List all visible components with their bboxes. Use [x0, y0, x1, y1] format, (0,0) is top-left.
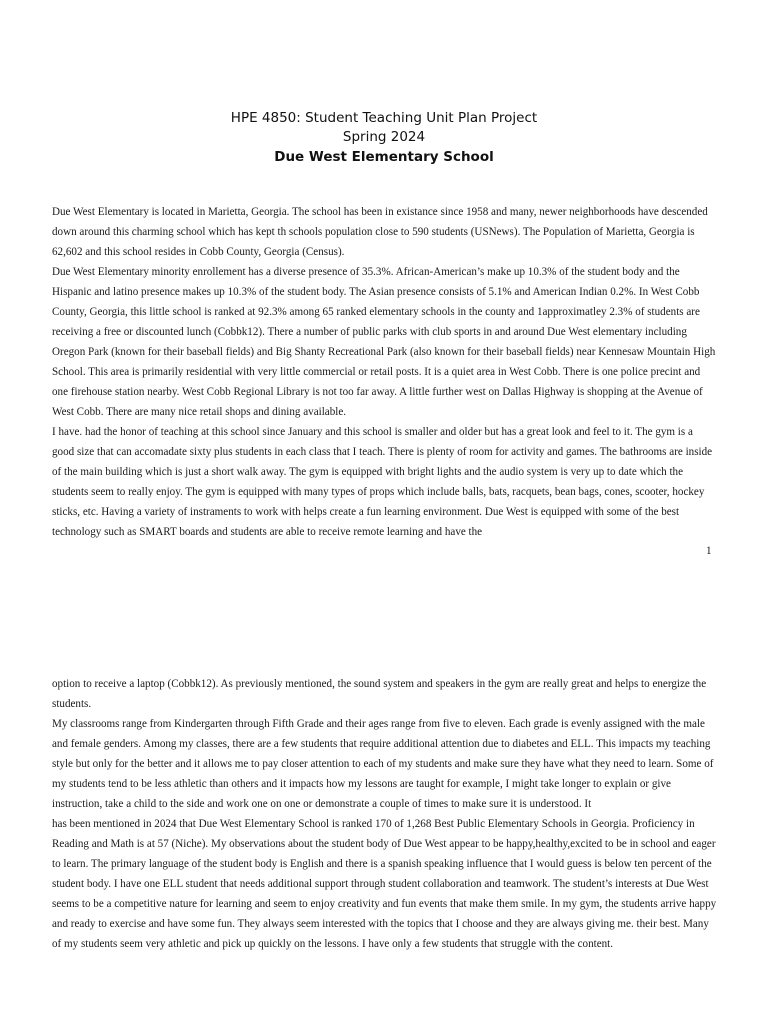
paragraph-technology: option to receive a laptop (Cobbk12). As previously mentioned, the sound system and speakers in the gym are really great and helps to energize the students.	[52, 678, 707, 710]
course-title: HPE 4850: Student Teaching Unit Plan Project	[230, 110, 538, 126]
paragraph-demographics: Due West Elementary minority enrollement has a diverse presence of 35.3%. African-American’s make up 10.3% of the student body and the Hispanic and latino presence makes up 10.3% of the student body. The Asian presence consists of 5.1% and American Indian 0.2%. In West Cobb County, Georgia, this little school is ranked at 92.3% among 65 ranked elementary schools in the county and 1approximatley 2.3% of students are receiving a free or discounted lunch (Cobbk12). There a number of public parks with club sports in and around Due West elementary including Oregon Park (known for their baseball fields) and Big Shanty Recreational Park (also known for their baseball fields) near Kennesaw Mountain High School. This area is primarily residential with very little commercial or retail posts. It is a quiet area in West Cobb. There is one police precint and one firehouse station nearby. West Cobb Regional Library is not too far away. A little further west on Dallas Highway is shopping at the Avenue of West Cobb. There are many nice retail shops and dining available.	[52, 266, 716, 418]
page-number: 1	[706, 545, 712, 557]
page-2-body	[52, 674, 717, 954]
paragraph-student-body: has been mentioned in 2024 that Due West Elementary School is ranked 170 of 1,268 Best Public Elementary Schools in Georgia. Proficiency in Reading and Math is at 57 (Niche). My observations about the student body of Due West appear to be happy,healthy,excited to be in school and eager to learn. The primary language of the student body is English and there is a spanish speaking influence that I would guess is below ten percent of the student body. I have one ELL student that needs additional support through student collaboration and teamwork. The student’s interests at Due West seems to be a competitive nature for learning and seem to enjoy creativity and fun events that make them smile. In my gym, the students arrive happy and ready to exercise and have some fun. They always seem interested with the topics that I choose and they are always giving me. their best. Many of my students seem very athletic and pick up quickly on the lessons. I have only a few students that struggle with the content.	[52, 818, 717, 950]
page-1-body	[52, 202, 717, 542]
paragraph-facilities: I have. had the honor of teaching at this school since January and this school is smaller and older but has a great look and feel to it. The gym is a good size that can accomadate sixty plus students in each class that I teach. There is plenty of room for activity and games. The bathrooms are inside of the main building which is just a short walk away. The gym is equipped with bright lights and the audio system is very up to date which the students seem to really enjoy. The gym is equipped with many types of props which include balls, bats, racquets, bean bags, cones, scooter, hockey sticks, etc. Having a variety of instraments to work with helps create a fun learning environment. Due West is equipped with some of the best technology such as SMART boards and students are able to receive remote learning and have the	[52, 426, 713, 538]
paragraph-location: Due West Elementary is located in Marietta, Georgia. The school has been in existance since 1958 and many, newer neighborhoods have descended down around this charming school which has kept th schools population close to 590 students (USNews). The Population of Marietta, Georgia is 62,602 and this school resides in Cobb County, Georgia (Census).	[52, 206, 708, 258]
term-title: Spring 2024	[342, 129, 426, 145]
paragraph-classrooms: My classrooms range from Kindergarten through Fifth Grade and their ages range from five to eleven. Each grade is evenly assigned with the male and female genders. Among my classes, there are a few students that require additional attention due to diabetes and ELL. This impacts my teaching style but only for the better and it allows me to pay closer attention to each of my students and make sure they have what they need to learn. Some of my students tend to be less athletic than others and it impacts how my lessons are taught for example, I might take longer to explain or give instruction, take a child to the side and work one on one or demonstrate a couple of times to make sure it is understood. It	[52, 718, 714, 810]
school-title: Due West Elementary School	[274, 149, 494, 165]
document-header	[0, 109, 768, 167]
